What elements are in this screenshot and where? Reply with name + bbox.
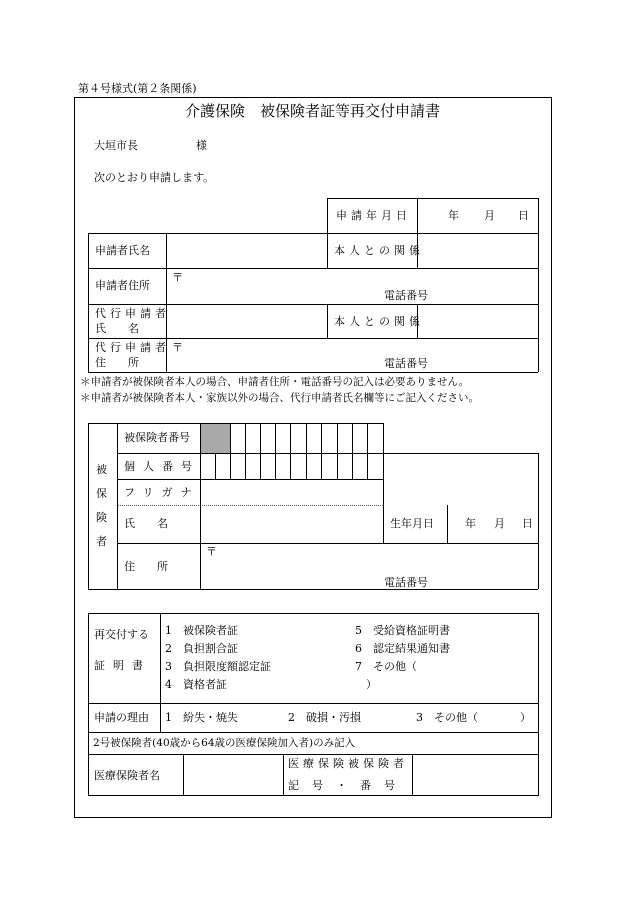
- reason-option-1: 1 紛失・焼失: [165, 711, 238, 724]
- proxy-address-label-2: 住 所: [95, 356, 139, 369]
- insured-postal-mark: 〒: [206, 545, 217, 558]
- birth-day: 日: [522, 517, 533, 530]
- date-month: 月: [484, 209, 495, 222]
- insured-side-label-2: 保: [96, 487, 107, 500]
- intro-text: 次のとおり申請します。: [94, 171, 215, 184]
- medical-insured-label-2: 記号・番号: [288, 779, 408, 792]
- honorific: 様: [196, 139, 207, 152]
- certificate-item-3: 3 負担限度額認定証: [165, 660, 271, 673]
- proxy-name-label-2: 氏 名: [95, 322, 139, 335]
- personal-number-label: 個人番号: [124, 460, 200, 473]
- certificate-close-paren: ）: [366, 678, 377, 691]
- insured-side-label-4: 者: [96, 535, 107, 548]
- certificate-item-6: 6 認定結果通知書: [355, 642, 450, 655]
- certificates-label-2: 証明書: [94, 659, 151, 672]
- proxy-address-label-1: 代行申請者: [95, 341, 170, 354]
- applicant-address-label: 申請者住所: [95, 279, 150, 292]
- reason-option-3: 3 その他（: [416, 711, 478, 724]
- proxy-phone-label: 電話番号: [384, 357, 428, 370]
- insured-side-label-3: 険: [96, 511, 107, 524]
- certificate-item-5: 5 受給資格証明書: [355, 624, 450, 637]
- insured-number-label: 被保険者番号: [124, 431, 190, 444]
- note-2: ＊申請者が被保険者本人・家族以外の場合、代行申請者氏名欄等にご記入ください。: [80, 392, 479, 404]
- date-year: 年: [448, 209, 459, 222]
- certificate-item-1: 1 被保険者証: [165, 624, 238, 637]
- note-1: ＊申請者が被保険者本人の場合、申請者住所・電話番号の記入は必要ありません。: [80, 376, 470, 388]
- certificates-label-1: 再交付する: [94, 628, 149, 641]
- date-day: 日: [518, 209, 529, 222]
- insured-address-label: 住 所: [124, 560, 168, 573]
- relation-label: 本人との関係: [334, 244, 424, 257]
- reason-close-paren: ）: [520, 711, 531, 724]
- insurer-name-label: 医療保険者名: [94, 769, 160, 782]
- addressee: 大垣市長: [94, 139, 138, 152]
- birth-year: 年: [465, 517, 476, 530]
- reason-option-2: 2 破損・汚損: [288, 711, 361, 724]
- furigana-label: フリガナ: [124, 486, 200, 499]
- insured-phone-label: 電話番号: [384, 576, 428, 589]
- birth-month: 月: [494, 517, 505, 530]
- proxy-relation-label: 本人との関係: [334, 315, 424, 328]
- certificate-item-7: 7 その他（: [355, 660, 417, 673]
- application-date-label: 申請年月日: [336, 209, 411, 222]
- certificate-item-4: 4 資格者証: [165, 678, 227, 691]
- insured-name-label: 氏 名: [124, 517, 168, 530]
- reason-label: 申請の理由: [94, 711, 149, 724]
- insured-side-label-1: 被: [96, 463, 107, 476]
- form-title: 介護保険 被保険者証等再交付申請書: [185, 102, 441, 120]
- medical-insured-label-1: 医療保険被保険者: [288, 757, 408, 770]
- proxy-name-label-1: 代行申請者: [95, 307, 170, 320]
- proxy-postal-mark: 〒: [172, 341, 183, 354]
- postal-mark: 〒: [172, 271, 183, 284]
- applicant-name-label: 申請者氏名: [95, 244, 150, 257]
- birth-date-label: 生年月日: [390, 517, 434, 530]
- applicant-phone-label: 電話番号: [384, 289, 428, 302]
- form-number: 第４号様式(第２条関係): [78, 82, 197, 95]
- certificate-item-2: 2 負担割合証: [165, 642, 238, 655]
- secondary-note: 2号被保険者(40歳から64歳の医療保険加入者)のみ記入: [93, 737, 356, 749]
